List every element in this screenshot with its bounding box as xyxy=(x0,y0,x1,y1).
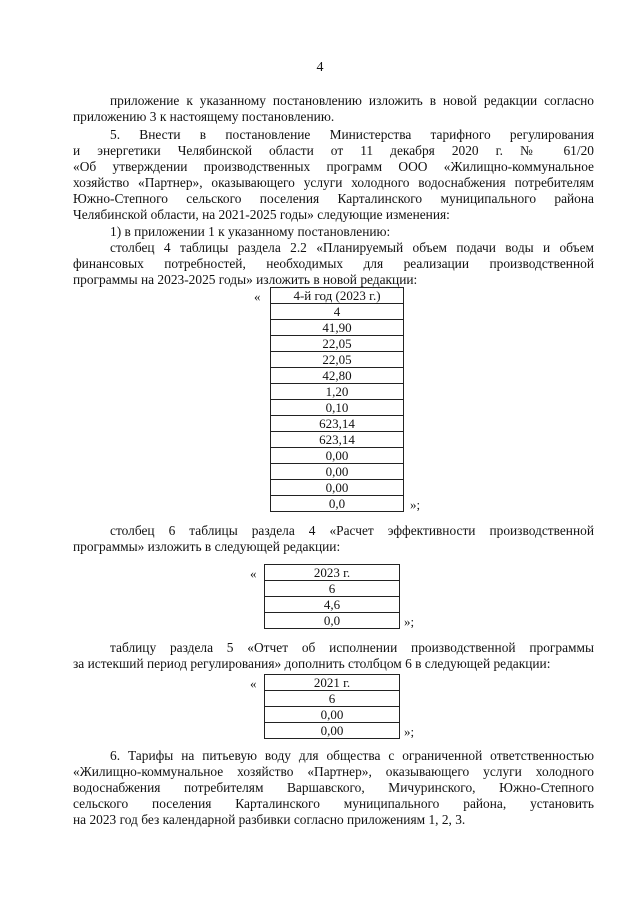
item5-line-10: программы на 2023-2025 годы» изложить в новой редакции: xyxy=(73,272,418,287)
table1-close-quote: »; xyxy=(410,497,421,512)
table-cell: 22,05 xyxy=(271,336,404,352)
item5-line-6: Челябинской области, на 2021-2025 годы» следующие изменения: xyxy=(73,207,450,222)
item6-line-4: сельского поселения Карталинского муниципального района, установить xyxy=(73,796,594,811)
item5-line-8: столбец 4 таблицы раздела 2.2 «Планируемый объем подачи воды и объем xyxy=(110,240,594,255)
table2-close-quote: »; xyxy=(404,614,415,629)
sec5-line-1: таблицу раздела 5 «Отчет об исполнении производственной программы xyxy=(110,640,594,655)
table-row xyxy=(265,691,400,707)
table-row xyxy=(271,384,404,400)
page-number: 4 xyxy=(316,60,324,75)
intro-line-2: приложению 3 к настоящему постановлению. xyxy=(73,109,335,124)
table-row xyxy=(271,464,404,480)
table3-open-quote: « xyxy=(250,676,257,691)
table-row xyxy=(271,432,404,448)
table-cell: 623,14 xyxy=(271,432,404,448)
col6-line-2: программы» изложить в следующей редакции: xyxy=(73,539,341,554)
table-row xyxy=(271,304,404,320)
item6-line-3: водоснабжения потребителям Варшавского, Мичуринского, Южно-Степного xyxy=(73,780,594,795)
item5-line-5: Южно-Степного сельского поселения Карталинского муниципального района xyxy=(73,191,594,206)
item6-line-5: на 2023 год без календарной разбивки согласно приложениям 1, 2, 3. xyxy=(73,812,466,827)
table-cell: 0,10 xyxy=(271,400,404,416)
table-cell: 41,90 xyxy=(271,320,404,336)
table3-close-quote: »; xyxy=(404,724,415,739)
item5-line-1: 5. Внести в постановление Министерства тарифного регулирования xyxy=(110,127,594,142)
table-header-row xyxy=(271,288,404,304)
table-row xyxy=(271,320,404,336)
table-row xyxy=(265,597,400,613)
table-row xyxy=(265,723,400,739)
table1-open-quote: « xyxy=(254,289,261,304)
item5-line-9: финансовых потребностей, необходимых для реализации производственной xyxy=(73,256,594,271)
table-cell: 4,6 xyxy=(265,597,400,613)
table-row xyxy=(271,368,404,384)
table-header-cell: 2023 г. xyxy=(265,565,400,581)
table-row xyxy=(271,336,404,352)
col6-line-1: столбец 6 таблицы раздела 4 «Расчет эффективности производственной xyxy=(110,523,594,538)
item6-line-1: 6. Тарифы на питьевую воду для общества с ограниченной ответственностью xyxy=(110,748,594,763)
table-cell: 1,20 xyxy=(271,384,404,400)
table-row xyxy=(271,352,404,368)
table-row xyxy=(271,480,404,496)
table-row xyxy=(265,613,400,629)
table-cell: 623,14 xyxy=(271,416,404,432)
table-header-cell: 4-й год (2023 г.) xyxy=(271,288,404,304)
item5-line-4: хозяйство «Партнер», оказывающего услуги холодного водоснабжения потребителям xyxy=(73,175,594,190)
table1 xyxy=(270,287,404,512)
table-cell: 42,80 xyxy=(271,368,404,384)
table-row xyxy=(271,416,404,432)
table2 xyxy=(264,564,400,629)
intro-line-1: приложение к указанному постановлению изложить в новой редакции согласно xyxy=(110,93,594,108)
table-cell: 0,00 xyxy=(271,464,404,480)
item6-line-2: «Жилищно-коммунальное хозяйство «Партнер», оказывающего услуги холодного xyxy=(73,764,594,779)
item5-line-2: и энергетики Челябинской области от 11 декабря 2020 г. № 61/20 xyxy=(73,143,594,158)
table-cell: 0,00 xyxy=(265,723,400,739)
table-row xyxy=(271,400,404,416)
item5-subitem-1: 1) в приложении 1 к указанному постановлению: xyxy=(110,224,391,239)
table-row xyxy=(271,448,404,464)
table-header-row xyxy=(265,565,400,581)
table-cell: 0,00 xyxy=(271,448,404,464)
item5-line-3: «Об утверждении производственных программ ООО «Жилищно-коммунальное xyxy=(73,159,594,174)
table-header-cell: 2021 г. xyxy=(265,675,400,691)
table-cell: 0,00 xyxy=(271,480,404,496)
table-row xyxy=(265,581,400,597)
table3 xyxy=(264,674,400,739)
table-cell: 0,0 xyxy=(271,496,404,512)
table-cell: 6 xyxy=(265,691,400,707)
table-cell: 22,05 xyxy=(271,352,404,368)
table-row xyxy=(271,496,404,512)
table-cell: 0,0 xyxy=(265,613,400,629)
table-cell: 0,00 xyxy=(265,707,400,723)
table-row xyxy=(265,707,400,723)
table-cell: 4 xyxy=(271,304,404,320)
table-cell: 6 xyxy=(265,581,400,597)
table-header-row xyxy=(265,675,400,691)
table2-open-quote: « xyxy=(250,566,257,581)
sec5-line-2: за истекший период регулирования» дополнить столбцом 6 в следующей редакции: xyxy=(73,656,551,671)
